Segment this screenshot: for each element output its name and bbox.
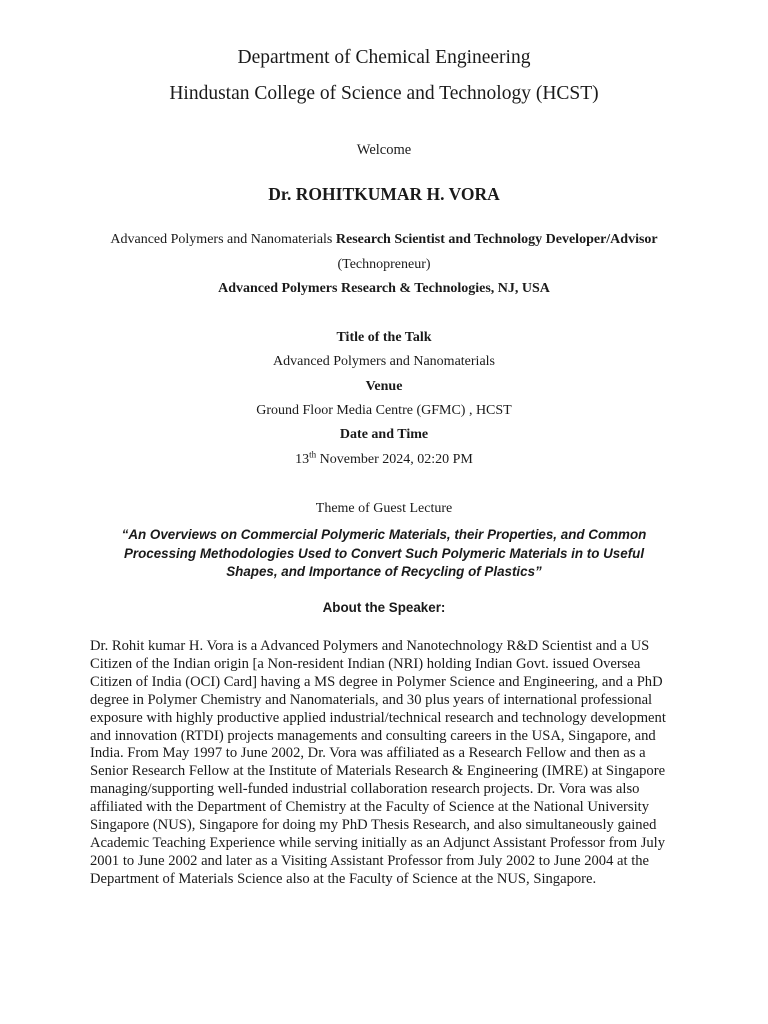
date-rest: November 2024, 02:20 PM: [316, 452, 473, 467]
department-title: Department of Chemical Engineering: [237, 47, 531, 68]
speaker-role: Research Scientist and Technology Developer/Advisor: [335, 232, 658, 247]
welcome-text: Welcome: [356, 142, 412, 158]
speaker-field: Advanced Polymers and Nanomaterials: [110, 232, 333, 247]
datetime-heading: Date and Time: [339, 427, 429, 442]
theme-heading: Theme of Guest Lecture: [315, 501, 453, 516]
speaker-name: Dr. ROHITKUMAR H. VORA: [268, 184, 500, 204]
speaker-role-line: [0, 232, 768, 248]
speaker-organization: Advanced Polymers Research & Technologies, NJ, USA: [218, 281, 550, 296]
about-heading: About the Speaker:: [322, 600, 446, 615]
college-title: Hindustan College of Science and Technology (HCST): [169, 83, 599, 104]
datetime-value: [0, 449, 768, 468]
speaker-bio: Dr. Rohit kumar H. Vora is a Advanced Polymers and Nanotechnology R&D Scientist and a US Citizen of the Indian origin [a Non-resident Indian (NRI) holding Indian Govt. issued Oversea Citizen of India (OCI) Card] having a MS degree in Polymer Science and Engineering, and a PhD degree in Polymer Chemistry and Nanomaterials, and 30 plus years of international professional exposure with highly productive applied industrial/technical research and technology development and innovation (RTDI) projects managements and consulting careers in the USA, Singapore, and India. From May 1997 to June 2002, Dr. Vora was affiliated as a Research Fellow and then as a Senior Research Fellow at the Institute of Materials Research & Engineering (IMRE) at Singapore managing/supporting well-funded industrial collaboration research projects. Dr. Vora was also affiliated with the Department of Chemistry at the Faculty of Science at the National University Singapore (NUS), Singapore for doing my PhD Thesis Research, and also simultaneously gained Academic Teaching Experience while serving initially as an Adjunct Assistant Professor from July 2001 to June 2002 and later as a Visiting Assistant Professor from July 2002 to June 2004 at the Department of Materials Science also at the Faculty of Science at the NUS, Singapore.: [90, 638, 666, 887]
date-day-suffix: th: [309, 449, 317, 460]
talk-title: Advanced Polymers and Nanomaterials: [273, 354, 495, 369]
theme-text: “An Overviews on Commercial Polymeric Materials, their Properties, and Common Processing Methodologies Used to Convert Such Polymeric Materials in to Useful Shapes, and Importance of Recycling of Plastics”: [121, 527, 647, 580]
talk-title-heading: Title of the Talk: [336, 330, 432, 345]
date-day: 13: [295, 452, 310, 467]
speaker-role-note: (Technopreneur): [337, 257, 431, 272]
venue-heading: Venue: [365, 379, 403, 394]
venue-value: Ground Floor Media Centre (GFMC) , HCST: [256, 403, 512, 418]
